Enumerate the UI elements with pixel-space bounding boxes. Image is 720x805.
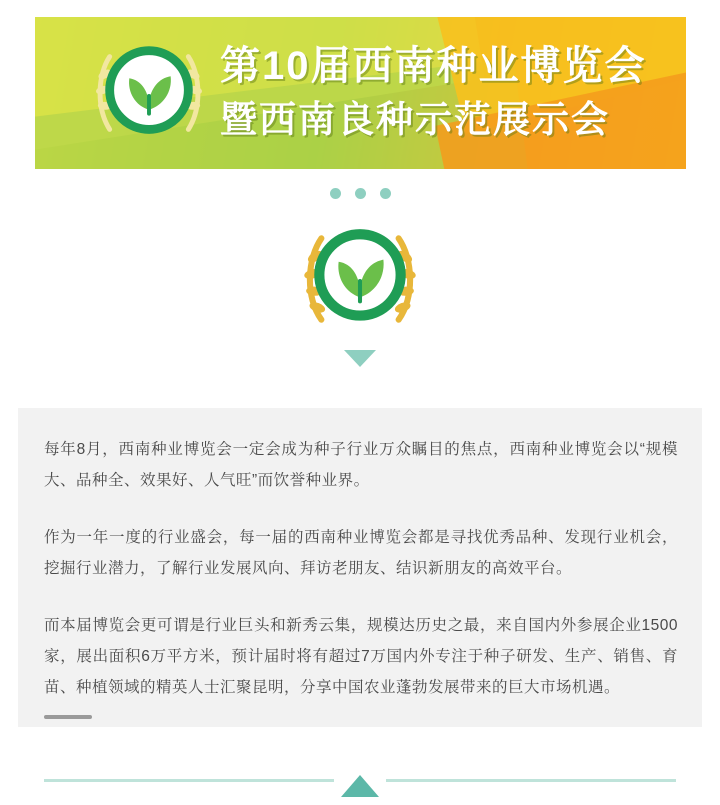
article-paragraph-1: 每年8月，西南种业博览会一定会成为种子行业万众瞩目的焦点，西南种业博览会以“规模大、品种全、效果好、人气旺”而饮誉种业界。 (44, 441, 678, 489)
wheat-ear-seedling-emblem-icon (299, 218, 421, 340)
carousel-dot-2[interactable] (355, 188, 366, 199)
article-paragraph-2: 作为一年一度的行业盛会，每一届的西南种业博览会都是寻找优秀品种、发现行业机会，挖掘行业潜力，了解行业发展风向、拜访老朋友、结识新朋友的高效平台。 (44, 529, 678, 577)
event-banner (35, 17, 686, 169)
banner-title-line-2: 暨西南良种示范展示会 (220, 99, 610, 141)
banner-title (220, 41, 666, 144)
panel-scrollbar[interactable] (44, 715, 92, 719)
carousel-dot-1[interactable] (330, 188, 341, 199)
carousel-dots[interactable] (0, 188, 720, 199)
banner-title-line-1: 第10届西南种业博览会 (220, 44, 647, 88)
section-divider (44, 775, 676, 805)
divider-line-left (44, 779, 334, 782)
center-emblem-block (0, 218, 720, 367)
carousel-dot-3[interactable] (380, 188, 391, 199)
article-paragraph-3: 而本届博览会更可谓是行业巨头和新秀云集，规模达历史之最，来自国内外参展企业1500家，展出面积6万平方米，预计届时将有超过7万国内外专注于种子研发、生产、销售、育苗、种植领域的精英人士汇聚昆明，分享中国农业蓬勃发展带来的巨大市场机遇。 (44, 617, 678, 696)
caret-down-icon (344, 350, 376, 367)
caret-up-icon (341, 775, 379, 797)
divider-line-right (386, 779, 676, 782)
banner-emblem-icon (90, 35, 208, 153)
article-panel (18, 408, 702, 727)
